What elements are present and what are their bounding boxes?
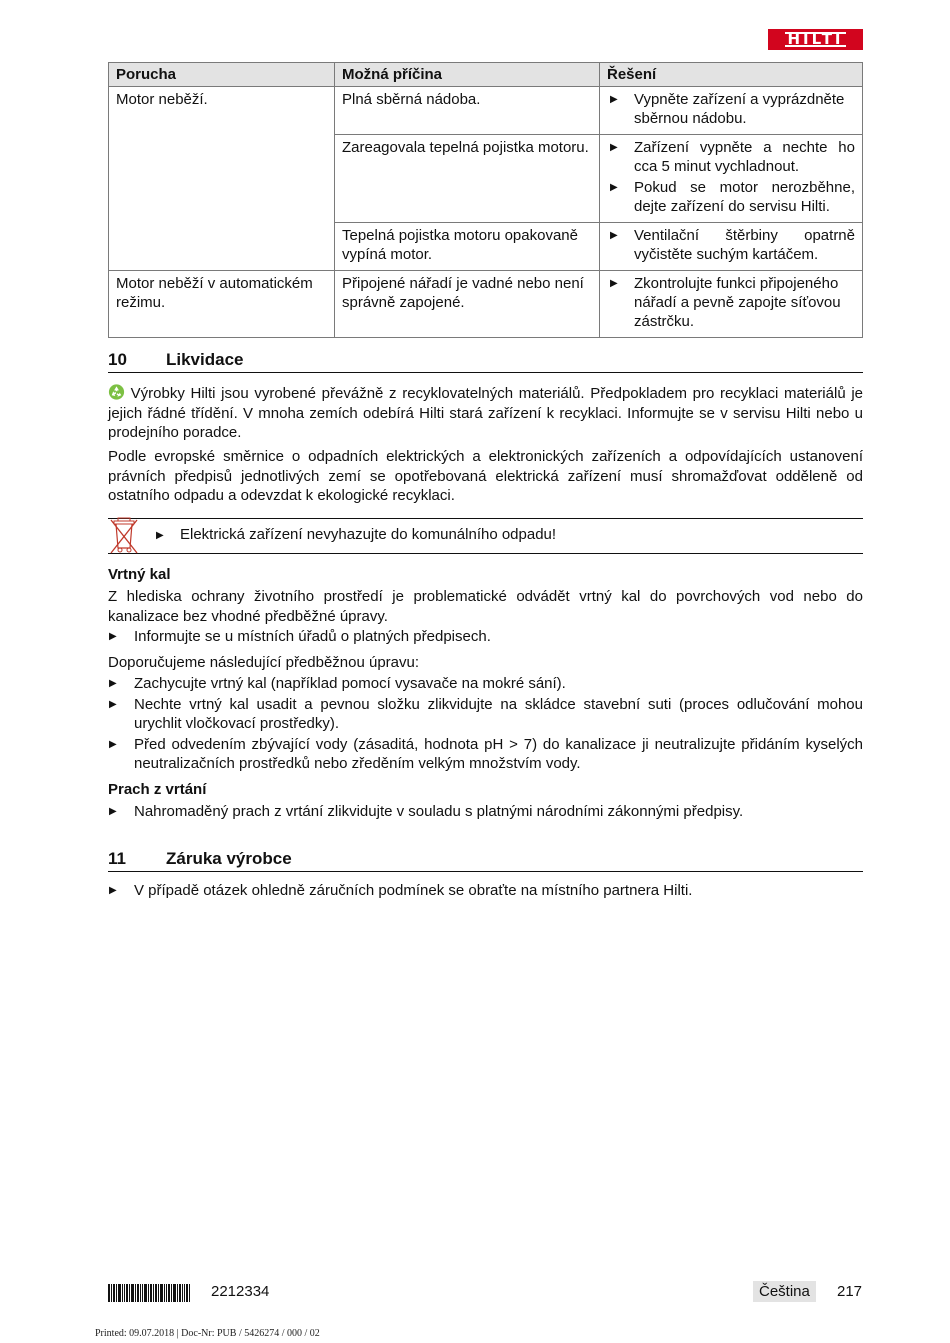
list-item: ▶ Nechte vrtný kal usadit a pevnou složku zlikvidujte na skládce stavební suti (proces odlučování mohou urychlit vločkovací prostředky). [109, 695, 863, 732]
bullet-triangle-icon: ▶ [610, 182, 618, 193]
bullet-triangle-icon: ▶ [109, 678, 117, 689]
slurry-paragraph-1: Z hlediska ochrany životního prostředí je problematické odvádět vrtný kal do povrchových vod nebo do kanalizace bez vhodné předběžné úpravy. [108, 588, 863, 625]
hilti-logo: HILTI [768, 29, 863, 50]
bullet-triangle-icon: ▶ [109, 738, 117, 750]
solution-cell: ▶ Ventilační štěrbiny opatrně vyčistěte suchým kartáčem. [600, 223, 863, 271]
crossed-bin-icon [109, 516, 139, 556]
barcode [108, 1284, 190, 1302]
cause-cell: Tepelná pojistka motoru opakovaně vypíná motor. [335, 223, 600, 271]
bullet-triangle-icon: ▶ [610, 94, 618, 105]
column-header-fault: Porucha [109, 63, 335, 87]
print-info: Printed: 09.07.2018 | Doc-Nr: PUB / 5426274 / 000 / 02 [95, 1328, 320, 1339]
slurry-paragraph-2: Doporučujeme následující předběžnou úpravu: [108, 654, 420, 671]
disposal-paragraph-2: Podle evropské směrnice o odpadních elektrických a elektronických zařízeních a odpovídajících ustanovení právních předpisů jednotlivých zemí se opotřebovaná elektrická zařízení musí shromažďovat odděleně od ostatního odpadu a odevzdat k ekologické recyklaci. [108, 448, 863, 504]
section-heading-disposal: 10 Likvidace [108, 350, 863, 373]
list-item: ▶ Nahromaděný prach z vrtání zlikvidujte v souladu s platnými národními zákonnými předpisy. [109, 803, 744, 820]
doc-number: 2212334 [211, 1283, 270, 1300]
bullet-triangle-icon: ▶ [109, 806, 117, 817]
troubleshooting-table [108, 62, 863, 338]
list-item: ▶ Informujte se u místních úřadů o platných předpisech. [109, 628, 491, 645]
cause-cell: Připojené nářadí je vadné nebo není správně zapojené. [335, 271, 600, 338]
column-header-solution: Řešení [600, 63, 863, 87]
weee-warning: ▶ Elektrická zařízení nevyhazujte do komunálního odpadu! [156, 526, 557, 543]
bullet-triangle-icon: ▶ [109, 698, 117, 710]
bullet-triangle-icon: ▶ [109, 885, 117, 896]
table-header-row [109, 63, 863, 87]
recycle-icon [108, 384, 125, 400]
table-row [109, 87, 863, 135]
subheading-slurry: Vrtný kal [108, 566, 171, 583]
bullet-triangle-icon: ▶ [156, 530, 164, 541]
disposal-paragraph-1: Výrobky Hilti jsou vyrobené převážně z recyklovatelných materiálů. Předpokladem pro recyklaci materiálů je jejich řádné třídění. V mnoha zemích odebírá Hilti stará zařízení k recyklaci. Informujte se v servisu Hilti nebo u prodejního poradce. [108, 385, 863, 441]
cause-cell: Zareagovala tepelná pojistka motoru. [335, 135, 600, 223]
table-row [109, 271, 863, 338]
column-header-cause: Možná příčina [335, 63, 600, 87]
language-label: Čeština [753, 1281, 816, 1302]
bullet-triangle-icon: ▶ [610, 230, 618, 241]
warranty-bullet-list [108, 881, 863, 902]
solution-cell: ▶ Vypněte zařízení a vyprázdněte sběrnou nádobu. [600, 87, 863, 135]
list-item: ▶ Zachycujte vrtný kal (například pomocí vysavače na mokré sání). [109, 675, 566, 692]
page-number: 217 [837, 1283, 863, 1300]
bullet-triangle-icon: ▶ [610, 142, 618, 153]
weee-warning-box [108, 518, 863, 554]
fault-cell: Motor neběží v automatickém režimu. [109, 271, 335, 338]
bullet-triangle-icon: ▶ [109, 631, 117, 642]
solution-cell: ▶ Zkontrolujte funkci připojeného nářadí a pevně zapojte síťovou zástrčku. [600, 271, 863, 338]
solution-cell: ▶ Zařízení vypněte a nechte ho cca 5 minut vychladnout. ▶ Pokud se motor nerozběhne, dejte zařízení do servisu Hilti. [600, 135, 863, 223]
cause-cell: Plná sběrná nádoba. [335, 87, 600, 135]
dust-bullet-list [108, 802, 863, 823]
section-heading-warranty: 11 Záruka výrobce [108, 849, 863, 872]
bullet-triangle-icon: ▶ [610, 278, 618, 289]
fault-cell: Motor neběží. [109, 87, 335, 271]
slurry-treatment-list [108, 674, 863, 775]
list-item: ▶ Před odvedením zbývající vody (zásaditá, hodnota pH > 7) do kanalizace ji neutralizujte přidáním kyselých neutralizačních prostředků nebo zředěním velkým množstvím vody. [109, 735, 863, 772]
subheading-dust: Prach z vrtání [108, 781, 207, 798]
slurry-bullet-list-1 [108, 627, 863, 648]
list-item: ▶ V případě otázek ohledně záručních podmínek se obraťte na místního partnera Hilti. [109, 882, 693, 899]
